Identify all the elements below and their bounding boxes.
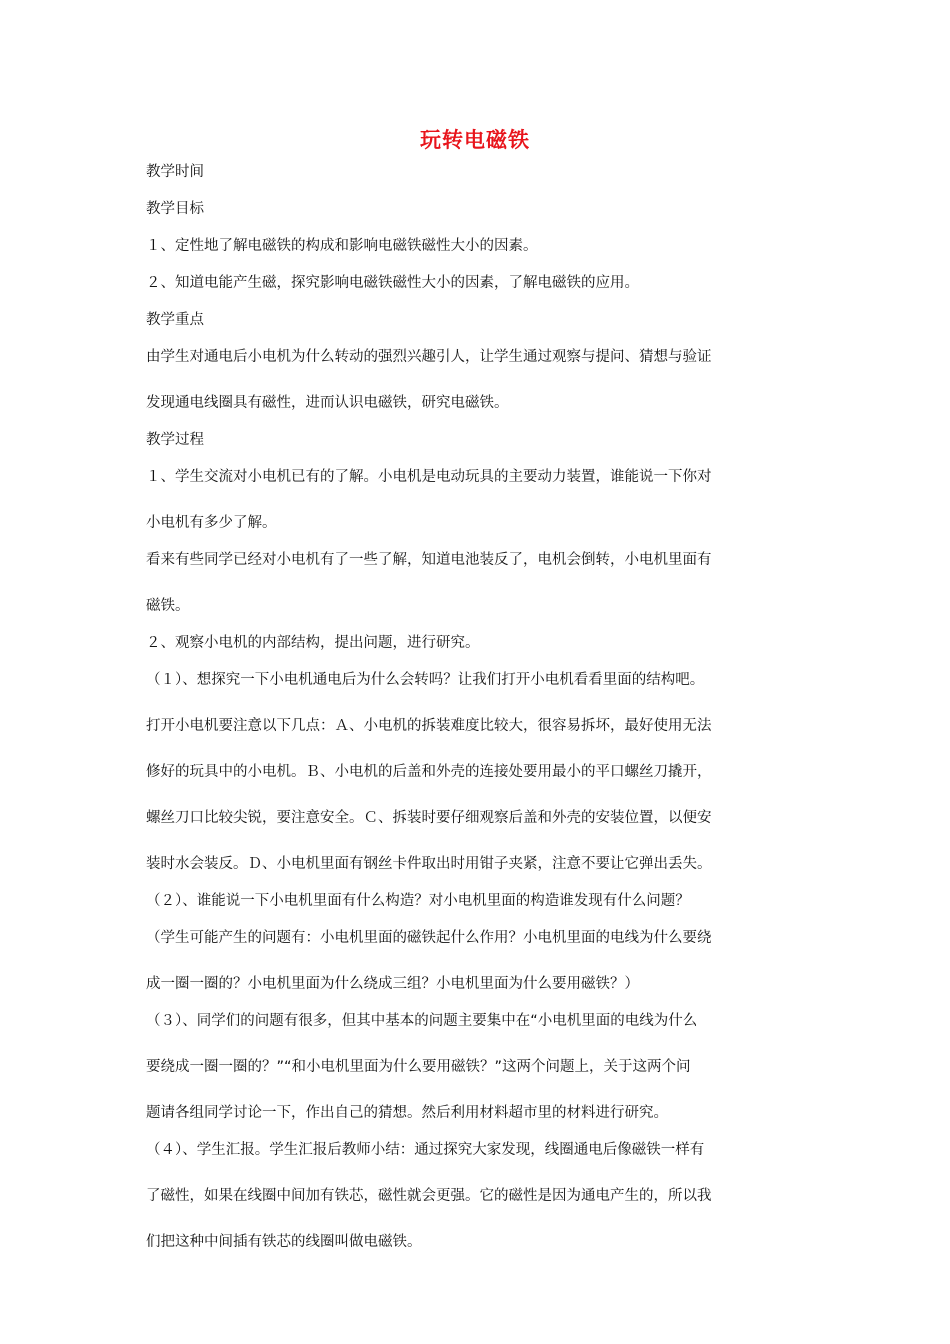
paragraph-line: （２）、谁能说一下小电机里面有什么构造？对小电机里面的构造谁发现有什么问题？ (146, 893, 690, 909)
paragraph-line: 修好的玩具中的小电机。Ｂ、小电机的后盖和外壳的连接处要用最小的平口螺丝刀撬开， (146, 764, 712, 780)
paragraph-line: １、定性地了解电磁铁的构成和影响电磁铁磁性大小的因素。 (146, 238, 538, 254)
paragraph-line: 看来有些同学已经对小电机有了一些了解，知道电池装反了，电机会倒转，小电机里面有 (146, 552, 712, 568)
paragraph-line: 螺丝刀口比较尖锐，要注意安全。Ｃ、拆装时要仔细观察后盖和外壳的安装位置，以便安 (146, 810, 712, 826)
document-title: 玩转电磁铁 (420, 127, 530, 152)
paragraph-line: 由学生对通电后小电机为什么转动的强烈兴趣引人，让学生通过观察与提问、猜想与验证 (146, 349, 712, 365)
paragraph-line: （１）、想探究一下小电机通电后为什么会转吗？让我们打开小电机看看里面的结构吧。 (146, 672, 705, 688)
paragraph-line: ２、知道电能产生磁，探究影响电磁铁磁性大小的因素，了解电磁铁的应用。 (146, 275, 639, 291)
paragraph-line: 成一圈一圈的？小电机里面为什么绕成三组？小电机里面为什么要用磁铁？） (146, 976, 639, 992)
paragraph-line: ２、观察小电机的内部结构，提出问题，进行研究。 (146, 635, 480, 651)
paragraph-line: 打开小电机要注意以下几点：Ａ、小电机的拆装难度比较大，很容易拆坏，最好使用无法 (146, 718, 712, 734)
paragraph-line: 磁铁。 (146, 598, 190, 614)
paragraph-line: 发现通电线圈具有磁性，进而认识电磁铁，研究电磁铁。 (146, 395, 509, 411)
section-heading-time: 教学时间 (146, 164, 204, 180)
section-heading-goals: 教学目标 (146, 201, 204, 217)
paragraph-line: 要绕成一圈一圈的？”“和小电机里面为什么要用磁铁？”这两个问题上，关于这两个问 (146, 1059, 691, 1075)
paragraph-line: 了磁性，如果在线圈中间加有铁芯，磁性就会更强。它的磁性是因为通电产生的，所以我 (146, 1188, 712, 1204)
paragraph-line: （学生可能产生的问题有：小电机里面的磁铁起什么作用？小电机里面的电线为什么要绕 (146, 930, 712, 946)
paragraph-line: 题请各组同学讨论一下，作出自己的猜想。然后利用材料超市里的材料进行研究。 (146, 1105, 668, 1121)
section-heading-process: 教学过程 (146, 432, 204, 448)
paragraph-line: １、学生交流对小电机已有的了解。小电机是电动玩具的主要动力装置，谁能说一下你对 (146, 469, 712, 485)
paragraph-line: （４）、学生汇报。学生汇报后教师小结：通过探究大家发现，线圈通电后像磁铁一样有 (146, 1142, 705, 1158)
paragraph-line: 们把这种中间插有铁芯的线圈叫做电磁铁。 (146, 1234, 422, 1250)
paragraph-line: 小电机有多少了解。 (146, 515, 277, 531)
paragraph-line: 装时水会装反。Ｄ、小电机里面有钢丝卡件取出时用钳子夹紧，注意不要让它弹出丢失。 (146, 856, 712, 872)
document-body (146, 160, 806, 1254)
section-heading-focus: 教学重点 (146, 312, 204, 328)
paragraph-line: （３）、同学们的问题有很多，但其中基本的问题主要集中在“小电机里面的电线为什么 (146, 1013, 698, 1029)
